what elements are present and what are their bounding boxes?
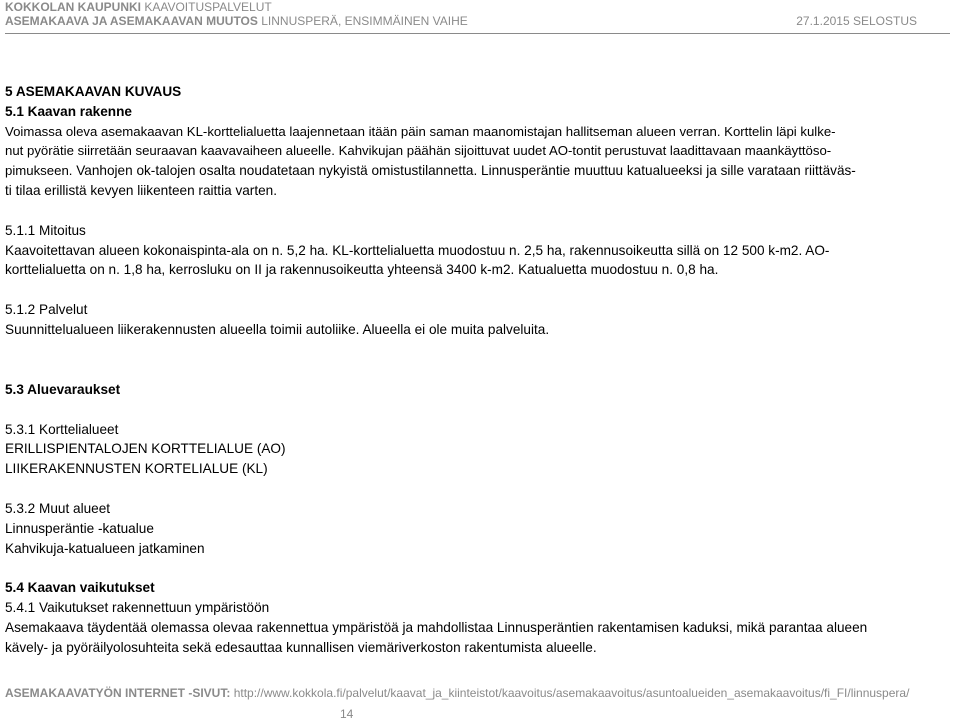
section-heading: 5 ASEMAKAAVAN KUVAUS: [5, 84, 182, 99]
header-title-bold: ASEMAKAAVA JA ASEMAKAAVAN MUUTOS: [5, 14, 258, 28]
subsection-heading: 5.3.2 Muut alueet: [5, 500, 111, 516]
list-item: Linnusperäntie -katualue: [5, 520, 154, 536]
header-date: 27.1.2015 SELOSTUS: [796, 14, 917, 28]
list-item: Kahvikuja-katualueen jatkaminen: [5, 540, 205, 556]
list-item: LIIKERAKENNUSTEN KORTELIALUE (KL): [5, 461, 268, 477]
paragraph-fragment: Vanhojen ok-talojen osalta noudatetaan nykyistä omistustilannetta. Linnusperäntie muuttuu katualueeksi ja sille varataan riittäväs-: [76, 163, 856, 179]
header-title-line: [5, 14, 955, 28]
subsection-heading: 5.1 Kaavan rakenne: [5, 103, 132, 119]
header-divider: [5, 33, 950, 34]
header-org: KOKKOLAN KAUPUNKI: [5, 0, 141, 14]
subsection-heading: 5.1.2 Palvelut: [5, 302, 88, 318]
paragraph-line: [5, 161, 955, 181]
paragraph-line: ti tilaa erillistä kevyen liikenteen raittia varten.: [5, 182, 278, 198]
list-item: ERILLISPIENTALOJEN KORTTELIALUE (AO): [5, 441, 286, 457]
paragraph-line: Kaavoitettavan alueen kokonaispinta-ala on n. 5,2 ha. KL-korttelialuetta muodostuu n. 2,5 ha, rakennusoikeutta sillä on 12 500 k-m2. AO-: [5, 242, 830, 258]
paragraph-line: Asemakaava täydentää olemassa olevaa rakennettua ympäristöä ja mahdollistaa Linnusperäntien rakentamisen kaduksi, mikä parantaa alueen: [5, 619, 868, 635]
subsection-heading: 5.3 Aluevaraukset: [5, 381, 121, 397]
paragraph-line: korttelialuetta on n. 1,8 ha, kerrosluku on II ja rakennusoikeutta yhteensä 3400 k-m2. Katualuetta muodostuu n. 0,8 ha.: [5, 262, 719, 278]
page-header: [5, 0, 955, 28]
header-dept: KAAVOITUSPALVELUT: [144, 0, 272, 14]
paragraph-fragment: pimukseen.: [5, 163, 73, 179]
header-title-rest: LINNUSPERÄ, ENSIMMÄINEN VAIHE: [261, 14, 468, 28]
subsection-heading: 5.1.1 Mitoitus: [5, 222, 86, 238]
subsection-heading: 5.4 Kaavan vaikutukset: [5, 580, 155, 596]
paragraph-line: nut pyörätie siirretään seuraavan kaavavaiheen alueelle. Kahvikujan päähän sijoittuvat uudet AO-tontit perustuvat laadittavaan maankäyttöso-: [5, 143, 832, 159]
page-footer: [5, 686, 960, 700]
footer-url[interactable]: http://www.kokkola.fi/palvelut/kaavat_ja_kiinteistot/kaavoitus/asemakaavoitus/asuntoalueiden_asemakaavoitus/fi_FI/linnuspera/: [233, 686, 910, 700]
paragraph-line: Suunnittelualueen liikerakennusten alueella toimii autoliike. Alueella ei ole muita palveluita.: [5, 321, 550, 337]
paragraph-line: kävely- ja pyöräilyolosuhteita sekä edesauttaa kunnallisen viemäriverkoston rakentumista alueelle.: [5, 639, 597, 655]
paragraph-line: Voimassa oleva asemakaavan KL-korttelialuetta laajennetaan itään päin saman maanomistajan hallitseman alueen verran. Korttelin läpi kulke-: [5, 123, 836, 139]
subsection-heading: 5.4.1 Vaikutukset rakennettuun ympäristöön: [5, 600, 270, 616]
subsection-heading: 5.3.1 Korttelialueet: [5, 421, 119, 437]
header-org-line: [5, 0, 955, 14]
document-body: [5, 82, 955, 658]
footer-label: ASEMAKAAVATYÖN INTERNET -SIVUT:: [5, 686, 231, 700]
page-number: 14: [340, 707, 354, 721]
